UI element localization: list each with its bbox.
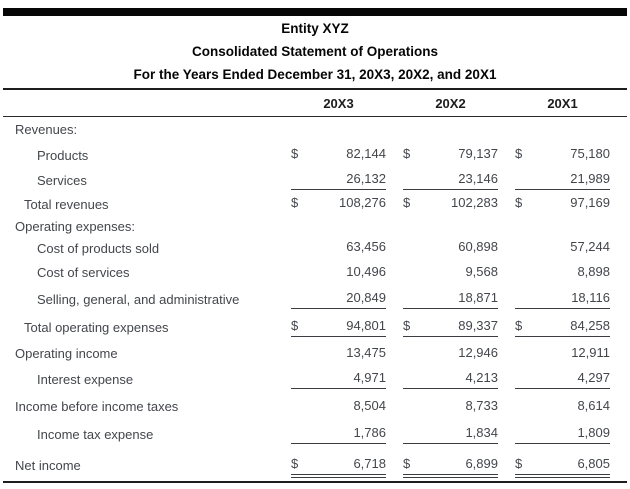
amount-value: 75,180: [570, 146, 610, 161]
amount-cell: [274, 366, 386, 394]
table-row: [3, 260, 627, 286]
table-row: [3, 117, 627, 143]
amount-cell: [498, 260, 627, 286]
amount-cell: [498, 117, 627, 143]
amount-cell: [498, 216, 627, 237]
amount-cell: [498, 143, 627, 168]
amount-cell: [386, 216, 498, 237]
amount-cell: [274, 117, 386, 143]
amount-cell: [274, 286, 386, 314]
amount-cell: [274, 394, 386, 420]
amount-cell: [498, 450, 627, 481]
amount-cell: [386, 286, 498, 314]
amount-value: 79,137: [458, 146, 498, 161]
statement-header: [0, 17, 630, 86]
amount-value: 10,496: [346, 263, 386, 279]
amount-cell: [274, 260, 386, 286]
amount-cell: [274, 168, 386, 193]
amount-value: 108,276: [339, 195, 386, 210]
statement-title: Consolidated Statement of Operations: [191, 44, 439, 59]
row-label: Revenues:: [15, 122, 78, 138]
amount-cell: [386, 260, 498, 286]
amount-value: 1,834: [465, 425, 498, 440]
amount-value: 82,144: [346, 146, 386, 161]
amount-cell: [386, 193, 498, 216]
table-row: [3, 168, 627, 193]
amount-cell: [274, 237, 386, 260]
amount-cell: [498, 168, 627, 193]
label-column-header: [3, 90, 274, 117]
amount-value: 12,946: [458, 344, 498, 360]
amount-cell: [386, 420, 498, 450]
amount-value: 8,504: [353, 397, 386, 413]
table-row: [3, 143, 627, 168]
amount-value: 21,989: [570, 170, 610, 186]
dollar-sign: $: [403, 146, 411, 161]
top-bar: [3, 8, 627, 16]
period-title: For the Years Ended December 31, 20X3, 20X2, and 20X1: [133, 67, 497, 82]
amount-value: 94,801: [346, 318, 386, 333]
table-row: [3, 314, 627, 342]
dollar-sign: $: [403, 455, 411, 471]
table-row: [3, 450, 627, 481]
table-row: [3, 216, 627, 237]
amount-value: 26,132: [346, 170, 386, 186]
dollar-sign: $: [515, 318, 523, 333]
amount-cell: [274, 450, 386, 481]
amount-value: 57,244: [570, 239, 610, 254]
amount-cell: [274, 314, 386, 342]
amount-value: 4,297: [577, 370, 610, 385]
dollar-sign: $: [403, 318, 411, 333]
amount-value: 6,805: [577, 455, 610, 471]
amount-cell: [498, 342, 627, 366]
table-row: [3, 237, 627, 260]
amount-cell: [498, 394, 627, 420]
amount-value: 4,971: [353, 370, 386, 385]
row-label: Products: [37, 147, 89, 163]
amount-cell: [274, 342, 386, 366]
row-label: Cost of products sold: [37, 240, 160, 256]
table-row: [3, 366, 627, 394]
amount-cell: [498, 366, 627, 394]
amount-value: 18,871: [458, 290, 498, 305]
amount-value: 63,456: [346, 239, 386, 254]
table-row: [3, 394, 627, 420]
statement-table: [3, 90, 627, 481]
row-label: Operating income: [15, 346, 118, 361]
amount-value: 12,911: [571, 344, 610, 360]
amount-cell: [498, 314, 627, 342]
amount-cell: [386, 450, 498, 481]
amount-value: 1,786: [353, 425, 386, 440]
amount-value: 8,898: [577, 263, 610, 279]
amount-value: 4,213: [465, 370, 498, 385]
row-label: Selling, general, and administrative: [37, 292, 240, 307]
amount-value: 102,283: [451, 195, 498, 210]
amount-cell: [386, 237, 498, 260]
amount-cell: [386, 314, 498, 342]
amount-value: 23,146: [458, 170, 498, 186]
amount-cell: [274, 420, 386, 450]
amount-cell: [498, 420, 627, 450]
amount-cell: [274, 143, 386, 168]
dollar-sign: $: [515, 146, 523, 161]
amount-cell: [386, 117, 498, 143]
amount-value: 89,337: [458, 318, 498, 333]
amount-cell: [274, 216, 386, 237]
row-label: Income before income taxes: [15, 399, 179, 414]
row-label: Net income: [15, 457, 81, 473]
amount-value: 8,614: [577, 397, 610, 413]
year-column-header: 20X2: [386, 90, 498, 117]
amount-cell: [386, 342, 498, 366]
year-column-header: 20X1: [498, 90, 627, 117]
year-header-row: [3, 90, 627, 117]
dollar-sign: $: [291, 455, 299, 471]
bottom-rule: [3, 481, 627, 483]
row-label: Income tax expense: [37, 427, 154, 442]
amount-cell: [498, 286, 627, 314]
dollar-sign: $: [291, 318, 299, 333]
amount-value: 8,733: [465, 397, 498, 413]
row-label: Total revenues: [24, 196, 109, 212]
amount-value: 9,568: [465, 263, 498, 279]
amount-cell: [386, 168, 498, 193]
amount-value: 18,116: [571, 290, 610, 305]
dollar-sign: $: [291, 195, 299, 210]
amount-cell: [386, 366, 498, 394]
amount-cell: [274, 193, 386, 216]
entity-title: Entity XYZ: [281, 21, 349, 36]
table-row: [3, 342, 627, 366]
amount-cell: [386, 143, 498, 168]
amount-value: 13,475: [346, 344, 386, 360]
dollar-sign: $: [515, 455, 523, 471]
table-row: [3, 286, 627, 314]
amount-cell: [386, 394, 498, 420]
dollar-sign: $: [291, 146, 299, 161]
amount-cell: [498, 193, 627, 216]
row-label: Cost of services: [37, 265, 130, 280]
row-label: Services: [37, 172, 87, 188]
amount-value: 60,898: [458, 239, 498, 254]
row-label: Operating expenses:: [15, 218, 135, 234]
dollar-sign: $: [515, 195, 523, 210]
amount-cell: [498, 237, 627, 260]
amount-value: 1,809: [577, 425, 610, 440]
row-label: Total operating expenses: [24, 320, 169, 335]
table-row: [3, 193, 627, 216]
amount-value: 97,169: [570, 195, 610, 210]
amount-value: 20,849: [346, 290, 386, 305]
amount-value: 84,258: [570, 318, 610, 333]
row-label: Interest expense: [37, 372, 134, 387]
amount-value: 6,899: [465, 455, 498, 471]
year-column-header: 20X3: [274, 90, 386, 117]
dollar-sign: $: [403, 195, 411, 210]
table-row: [3, 420, 627, 450]
amount-value: 6,718: [353, 455, 386, 471]
